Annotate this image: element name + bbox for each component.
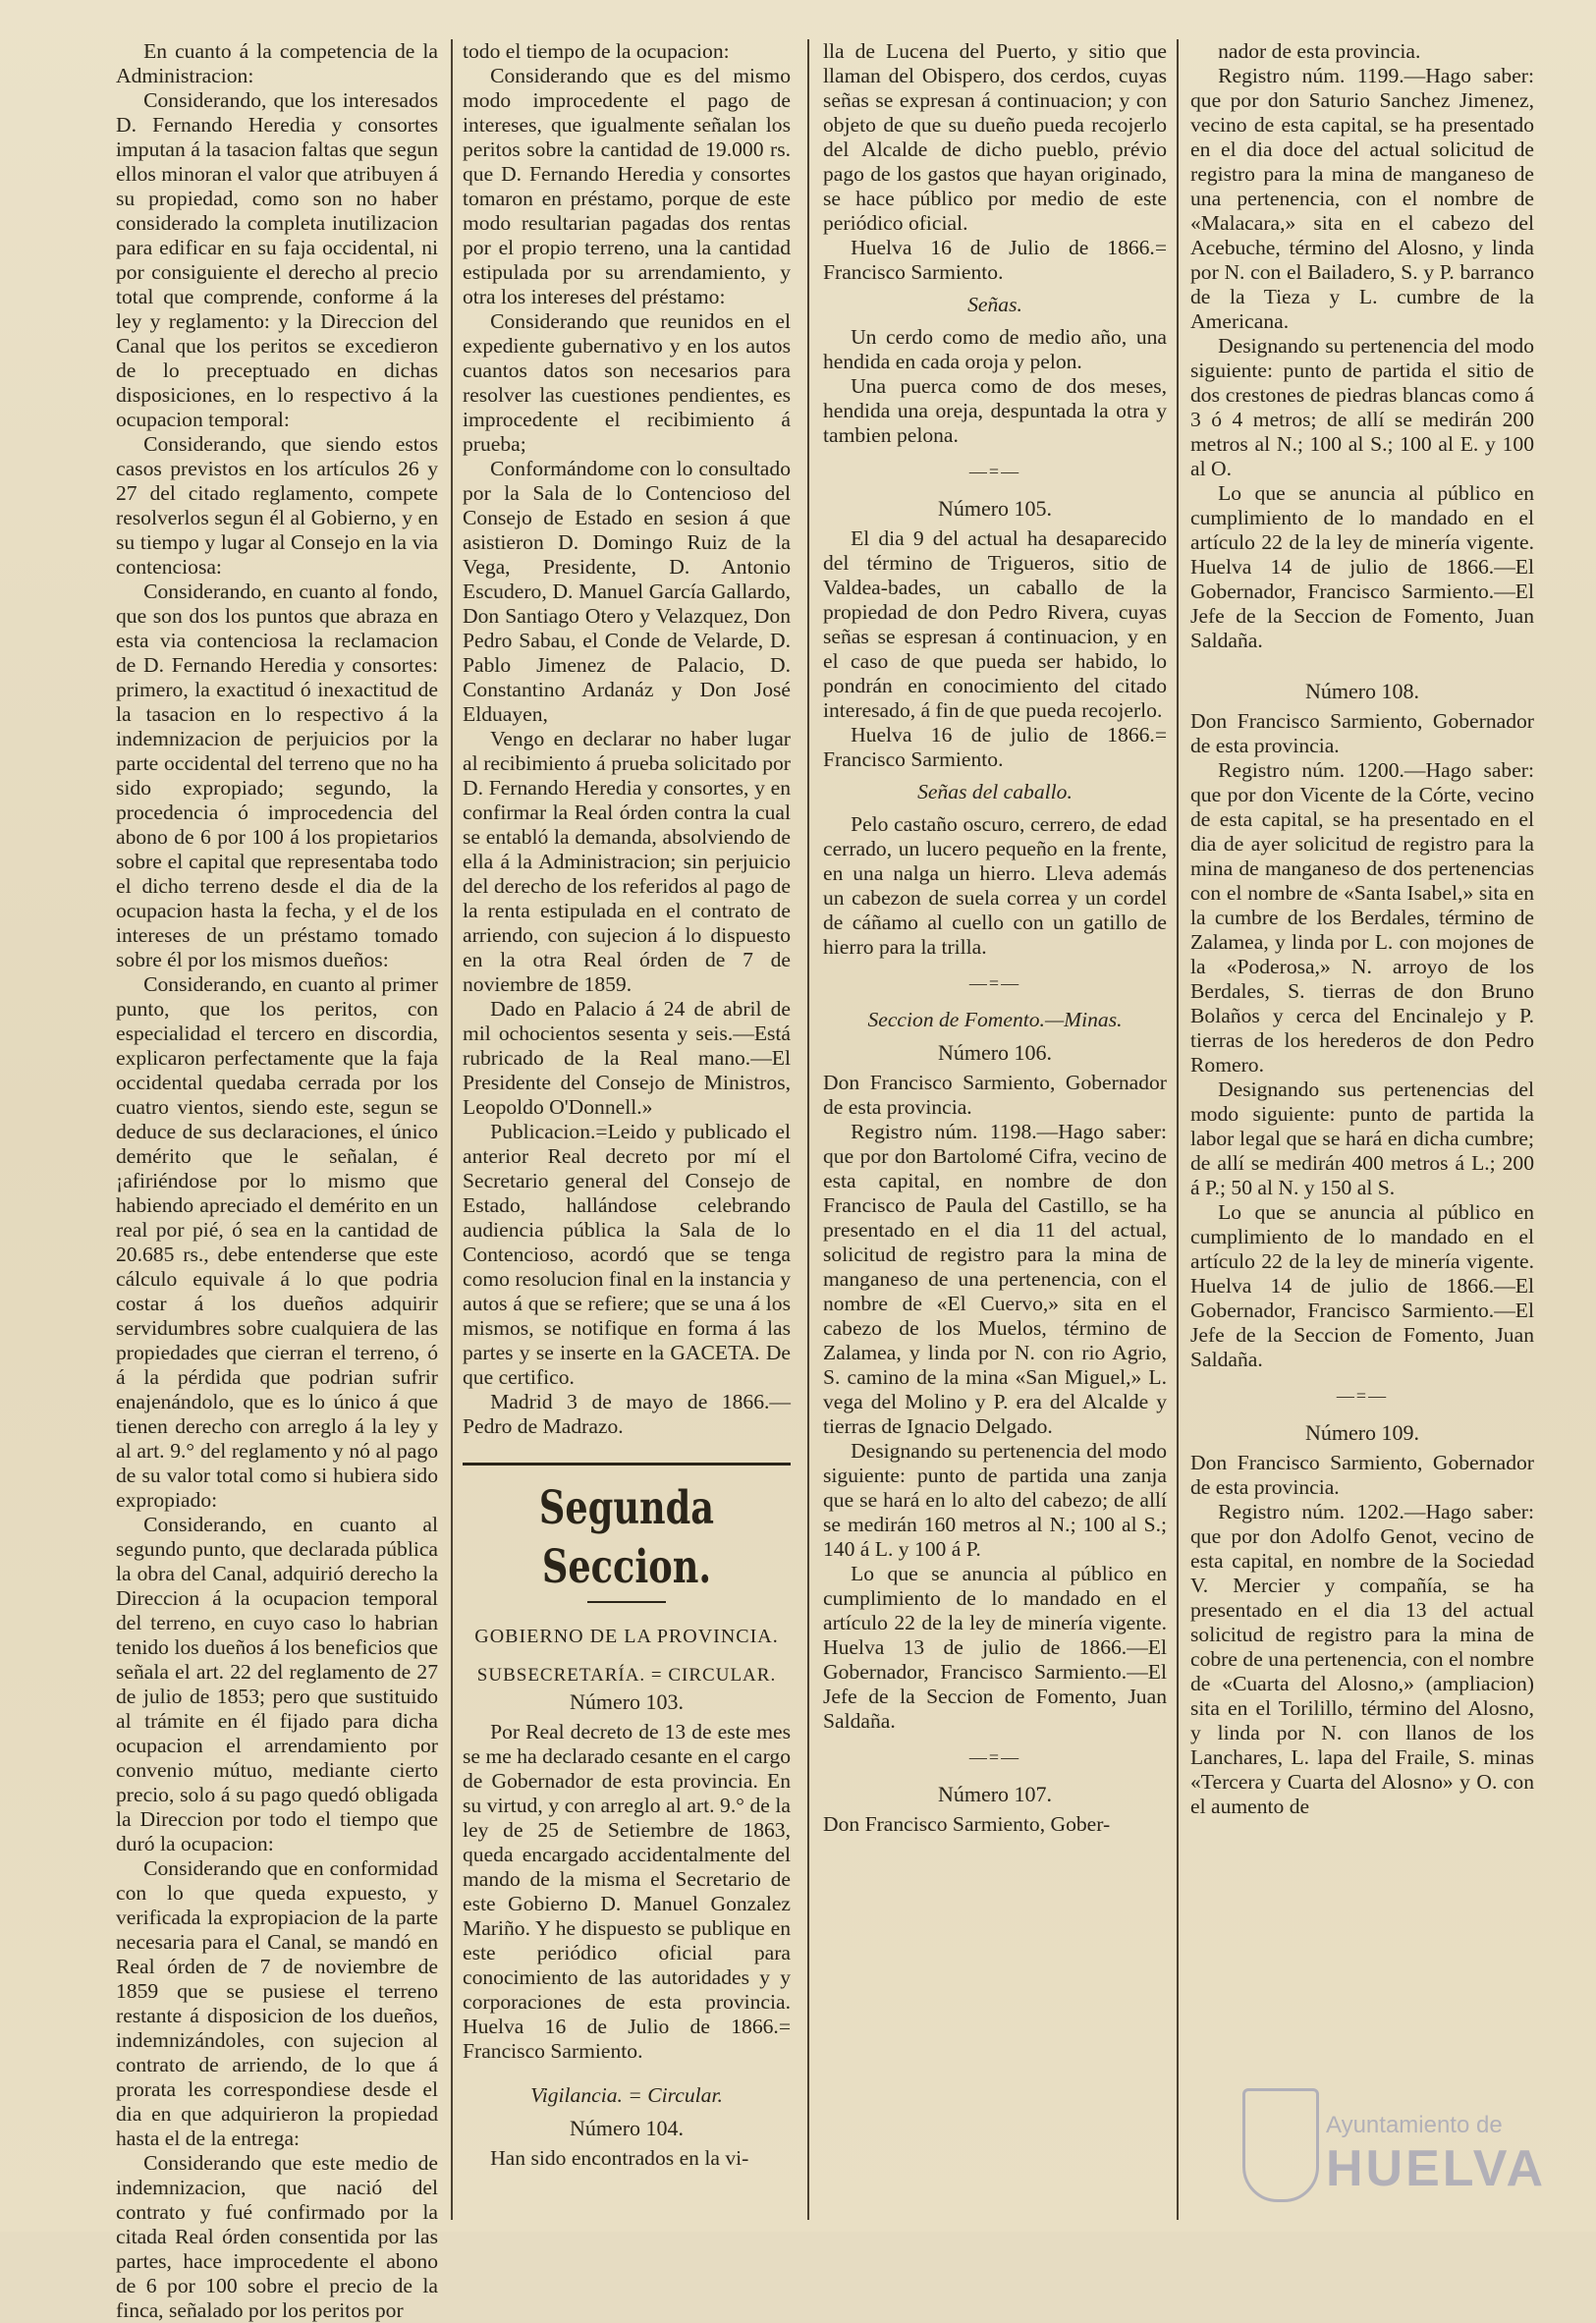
paragraph: Publicacion.=Leido y publicado el anterior Real decreto por mí el Secretario general del Consejo de Estado, hallándose celebrando audiencia pública la Sala de lo Contencioso, acordó que se tenga como resolucion final en la instancia y autos á que se refiere; que se una á los mismos, se notifique en forma á las partes y se inserte en la GACETA. De que certifico. [463, 1120, 791, 1389]
paragraph: Considerando que es del mismo modo improcedente el pago de intereses, que igualmente señalan los peritos sobre la cantidad de 19.000 rs. que D. Fernando Heredia y consortes tomaron en préstamo, porque de este modo resultarian pagadas dos rentas por el propio terreno, una la cantidad estipulada por su arrendamiento, y otra los intereses del préstamo: [463, 64, 791, 308]
signature: Huelva 16 de julio de 1866.= Francisco Sarmiento. [823, 723, 1167, 771]
separator: —=— [968, 973, 1021, 993]
paragraph: Considerando que este medio de indemnizacion, que nació del contrato y fué confirmado por la citada Real órden consentida por las partes, hace improcedente el abono de 6 por 100 sobre el precio de la finca, señalado por los peritos por [116, 2151, 438, 2322]
numero-105: Número 105. [937, 496, 1053, 521]
paragraph: Pelo castaño oscuro, cerrero, de edad cerrado, un lucero pequeño en la frente, en una nalga un hierro. Lleva además un cabezon de suela correa y un cordel de cáñamo al cuello con un gatillo de hierro para la trilla. [823, 812, 1167, 959]
watermark-line-1: Ayuntamiento de [1326, 2112, 1503, 2138]
paragraph: Lo que se anuncia al público en cumplimiento de lo mandado en el artículo 22 de la ley de minería vigente. Huelva 14 de julio de 1866.—El Gobernador, Francisco Sarmiento.—El Jefe de la Seccion de Fomento, Juan Saldaña. [1190, 1200, 1534, 1371]
column-divider [807, 39, 809, 2220]
separator: —=— [968, 462, 1021, 481]
paragraph: Registro núm. 1202.—Hago saber: que por don Adolfo Genot, vecino de esta capital, en nombre de la Sociedad V. Mercier y compañía, se ha presentado en el dia 13 del actual solicitud de registro para la mina de cobre de una pertenencia, con el nombre de «Cuarta del Alosno,» (ampliacion) sita en el Torilillo, término del Alosno, y linda por N. con llanos de los Lanchares, L. lapa del Fraile, S. minas «Tercera y Cuarta del Alosno» y O. con el aumento de [1190, 1500, 1534, 1818]
paragraph: En cuanto á la competencia de la Administracion: [116, 39, 438, 87]
governor-header: Don Francisco Sarmiento, Gober- [823, 1812, 1111, 1836]
paragraph: Conformándome con lo consultado por la Sala de lo Contencioso del Consejo de Estado en sesion á que asistieron D. Domingo Ruiz de la Vega, Presidente, D. Antonio Escudero, D. Manuel García Gallardo, Don Santiago Otero y Velazquez, Don Pedro Sabau, el Conde de Velarde, D. Pablo Jimenez de Palacio, D. Constantino Ardanáz y Don José Elduayen, [463, 457, 791, 726]
shield-icon [1242, 2088, 1319, 2202]
numero-103: Número 103. [569, 1689, 685, 1714]
governor-header-cont: nador de esta provincia. [1218, 39, 1421, 63]
column-4 [1190, 39, 1534, 1819]
paragraph: Considerando que en conformidad con lo que queda expuesto, y verificada la expropiacion de la parte necesaria para el Canal, se mandó en Real órden de 7 de noviembre de 1859 que se pusiese el terreno restante á disposicion de los dueños, indemnizándoles, con sujecion al contrato de arriendo, de lo que á prorata les correspondiese desde el dia en que adquirieron la propiedad hasta el de la entrega: [116, 1856, 438, 2150]
paragraph: Registro núm. 1198.—Hago saber: que por don Bartolomé Cifra, vecino de esta capital, en nombre de don Francisco de Paula del Castillo, se ha presentado en el dia 11 del actual, solicitud de registro para la mina de manganeso de una pertenencia, con el nombre de «El Cuervo,» sita en el cabezo de los Muelos, término de Zalamea, y linda por N. con rio Agrio, S. camino de la mina «San Miguel,» L. vega del Molino y P. era del Alcalde y tierras de Ignacio Delgado. [823, 1120, 1167, 1438]
governor-header: Don Francisco Sarmiento, Gobernador de esta provincia. [1190, 1451, 1534, 1499]
governor-header: Don Francisco Sarmiento, Gobernador de esta provincia. [823, 1071, 1167, 1119]
separator: —=— [968, 1747, 1021, 1767]
paragraph: Registro núm. 1199.—Hago saber: que por don Saturio Sanchez Jimenez, vecino de esta capital, se ha presentado en el dia doce del actual solicitud de registro para la mina de manganeso de una pertenencia, con el nombre de «Malacara,» sita en el cabezo del Acebuche, término del Alosno, y linda por N. con el Bailadero, S. y P. barranco de la Tieza y L. cumbre de la Americana. [1190, 64, 1534, 333]
column-divider [451, 39, 453, 2220]
watermark-line-2: HUELVA [1326, 2140, 1547, 2197]
paragraph: El dia 9 del actual ha desaparecido del término de Trigueros, sitio de Valdea-bades, un caballo de la propiedad de don Pedro Rivera, cuyas señas se espresan á continuacion, y en el caso de que pueda ser habido, lo pondrán en conocimiento del citado interesado, á fin de que pueda recojerlo. [823, 526, 1167, 722]
numero-106: Número 106. [937, 1040, 1053, 1065]
column-2 [463, 39, 791, 2171]
paragraph: Por Real decreto de 13 de este mes se me ha declarado cesante en el cargo de Gobernador de esta provincia. En su virtud, y con arreglo al art. 9.° de la ley de 25 de Setiembre de 1863, queda encargado accidentalmente del mando de la misma el Secretario de este Gobierno D. Manuel Gonzalez Mariño. Y he dispuesto se publique en este periódico oficial para conocimiento de las autoridades y y corporaciones de esta provincia. Huelva 16 de Julio de 1866.= Francisco Sarmiento. [463, 1720, 791, 2063]
separator: —=— [1336, 1386, 1389, 1406]
numero-107: Número 107. [937, 1782, 1053, 1806]
paragraph: Vengo en declarar no haber lugar al recibimiento á prueba solicitado por D. Fernando Heredia y consortes, y en confirmar la Real órden contra la cual se entabló la demanda, absolviendo de ella á la Administracion; sin perjuicio del derecho de los referidos al pago de la renta estipulada en el contrato de arriendo, con sujecion á lo dispuesto en la otra Real órden de 7 de noviembre de 1859. [463, 727, 791, 996]
paragraph: Considerando, que los interesados D. Fernando Heredia y consortes imputan á la tasacion faltas que segun ellos minoran el valor que atribuyen á su propiedad, como son no haber considerado la completa inutilizacion para edificar en su faja occidental, ni por consiguiente el derecho al precio total que comprende, conforme á la ley y reglamento: y la Direccion del Canal que los peritos se excedieron de lo preceptuado en dichas disposiciones, en lo respectivo á la ocupacion temporal: [116, 88, 438, 431]
governor-header: Don Francisco Sarmiento, Gobernador de esta provincia. [1190, 709, 1534, 757]
column-3 [823, 39, 1167, 1837]
paragraph: Lo que se anuncia al público en cumplimiento de lo mandado en el artículo 22 de la ley de minería vigente. Huelva 14 de julio de 1866.—El Gobernador, Francisco Sarmiento.—El Jefe de la Seccion de Fomento, Juan Saldaña. [1190, 481, 1534, 652]
paragraph: Considerando, en cuanto al primer punto, que los peritos, con especialidad el tercero en discordia, explicaron perfectamente que la faja occidental quedaba cerrada por los cuatro vientos, siendo este, segun se deduce de sus declaraciones, el único demérito que le señalan, é ¡afiriéndose por lo mismo que habiendo apreciado el demérito en un real por pié, ó sea en la cantidad de 20.685 rs., debe entenderse que este cálculo equivale á lo que podria costar á los dueños adquirir servidumbres sobre cualquiera de las propiedades que cierran el terreno, ó á la pérdida que podrian sufrir enajenándolo, que es lo único á que tienen derecho con arreglo á la ley y al art. 9.° del reglamento y nó al pago de su valor total como si hubiera sido expropiado: [116, 972, 438, 1512]
paragraph: Designando sus pertenencias del modo siguiente: punto de partida la labor legal que se hará en dicha cumbre; de allí se medirán 400 metros á L.; 200 á P.; 50 al N. y 150 al S. [1190, 1078, 1534, 1199]
title-underline [587, 1601, 666, 1603]
column-1 [116, 39, 438, 2323]
paragraph: Dado en Palacio á 24 de abril de mil ochocientos sesenta y seis.—Está rubricado de la Real mano.—El Presidente del Consejo de Ministros, Leopoldo O'Donnell.» [463, 997, 791, 1119]
paragraph: Designando su pertenencia del modo siguiente: punto de partida una zanja que se hará en lo alto del cabezo; de allí se medirán 160 metros al N.; 100 al S.; 140 á L. y 100 á P. [823, 1439, 1167, 1561]
paragraph: Considerando, en cuanto al segundo punto, que declarada pública la obra del Canal, adquirió derecho la Direccion á la ocupacion temporal del terreno, en cuyo caso lo habrian tenido los dueños á los beneficios que señala el art. 22 del reglamento de 27 de julio de 1853; pero que sustituido al trámite en él fijado para dicha ocupacion el arrendamiento por convenio mútuo, mediante cierto precio, solo á su pago quedó obligada la Direccion por todo el tiempo que duró la ocupacion: [116, 1513, 438, 1855]
numero-104: Número 104. [569, 2116, 685, 2140]
paragraph: Lo que se anuncia al público en cumplimiento de lo mandado en el artículo 22 de la ley de minería vigente. Huelva 13 de julio de 1866.—El Gobernador, Francisco Sarmiento.—El Jefe de la Seccion de Fomento, Juan Saldaña. [823, 1562, 1167, 1733]
numero-108: Número 108. [1304, 679, 1420, 703]
paragraph: Han sido encontrados en la vi- [490, 2146, 749, 2170]
column-divider [1177, 39, 1179, 2220]
column-2-text [463, 39, 791, 1439]
subsecretaria-heading: SUBSECRETARÍA. = CIRCULAR. [476, 1665, 777, 1686]
gobierno-heading: GOBIERNO DE LA PROVINCIA. [474, 1626, 779, 1647]
vigilancia-heading: Vigilancia. = Circular. [530, 2083, 723, 2107]
paragraph: Registro núm. 1200.—Hago saber: que por don Vicente de la Córte, vecino de esta capital, se ha presentado en el dia de ayer solicitud de registro para la mina de manganeso de dos pertenencias con el nombre de «Santa Isabel,» sita en la cumbre de los Berdales, término de Zalamea, y linda por L. con mojones de la «Poderosa,» N. arroyo de los Berdales, S. tierras de don Bruno Bolaños y cerca del Encinalejo y P. tierras de los herederos de don Pedro Romero. [1190, 758, 1534, 1077]
paragraph: Considerando, en cuanto al fondo, que son dos los puntos que abraza en esta via contenciosa la reclamacion de D. Fernando Heredia y consortes: primero, la exactitud ó inexactitud de la tasacion en lo respectivo á la indemnizacion de perjuicios por la parte occidental del terreno que no ha sido expropiado; segundo, la procedencia ó improcedencia del abono de 6 por 100 á los propietarios sobre el capital que representaba todo el dicho terreno desde el dia de la ocupacion hasta la fecha, y el de los intereses de un préstamo tomado sobre él por los mismos dueños: [116, 580, 438, 971]
fomento-heading: Seccion de Fomento.—Minas. [867, 1008, 1123, 1031]
section-title: Segunda Seccion. [538, 1481, 715, 1594]
senas-caballo-heading: Señas del caballo. [917, 780, 1073, 803]
section-rule [463, 1463, 791, 1466]
paragraph: Un cerdo como de medio año, una hendida en cada oroja y pelon. [823, 325, 1167, 373]
paragraph: Designando su pertenencia del modo siguiente: punto de partida el sitio de dos crestones de piedras blancas como á 3 ó 4 metros; de allí se medirán 200 metros al N.; 100 al S.; 100 al E. y 100 al O. [1190, 334, 1534, 480]
paragraph: Considerando que reunidos en el expediente gubernativo y en los autos cuantos datos son necesarios para resolver las cuestiones pendientes, es improcedente el recibimiento á prueba; [463, 309, 791, 456]
archive-watermark [1242, 2082, 1557, 2210]
numero-109: Número 109. [1304, 1420, 1420, 1445]
signature: Huelva 16 de Julio de 1866.= Francisco Sarmiento. [823, 236, 1167, 284]
paragraph: Madrid 3 de mayo de 1866.—Pedro de Madrazo. [463, 1390, 791, 1438]
paragraph: Considerando, que siendo estos casos previstos en los artículos 26 y 27 del citado reglamento, compete resolverlos segun él al Gobierno, y en su tiempo y lugar al Consejo en la via contenciosa: [116, 432, 438, 579]
paragraph: todo el tiempo de la ocupacion: [463, 39, 730, 63]
paragraph: Una puerca como de dos meses, hendida una oreja, despuntada la otra y tambien pelona. [823, 374, 1167, 447]
senas-heading: Señas. [967, 293, 1022, 316]
paragraph: lla de Lucena del Puerto, y sitio que llaman del Obispero, dos cerdos, cuyas señas se expresan á continuacion; y con objeto de que su dueño pueda recojerlo del Alcalde de dicho pueblo, prévio pago de los gastos que hayan originado, se hace público por medio de este periódico oficial. [823, 39, 1167, 235]
